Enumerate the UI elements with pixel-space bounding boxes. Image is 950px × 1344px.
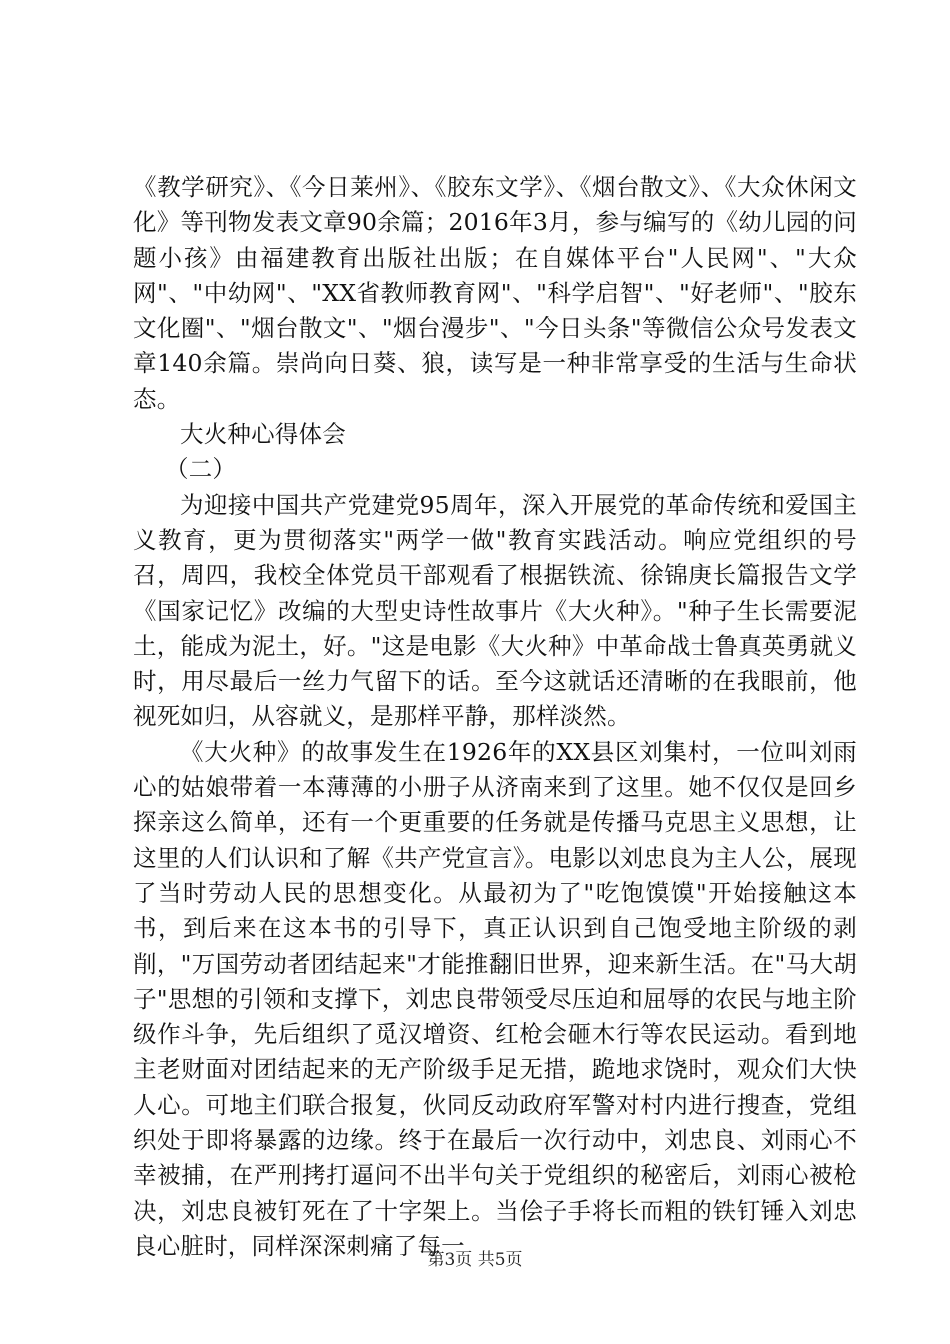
- section-number: （二）: [165, 455, 237, 484]
- body-paragraph-2: 《大火种》的故事发生在1926年的XX县区刘集村，一位叫刘雨心的姑娘带着一本薄薄的小册子从济南来到了这里。她不仅仅是回乡探亲这么简单，还有一个更重要的任务就是传播马克思主义思想，让这里的人们认识和了解《共产党宣言》。电影以刘忠良为主人公，展现了当时劳动人民的思想变化。从最初为了"吃饱馍馍"开始接触这本书，到后来在这本书的引导下，真正认识到自己饱受地主阶级的剥削，"万国劳动者团结起来"才能推翻旧世界，迎来新生活。在"马大胡子"思想的引领和支撑下，刘忠良带领受尽压迫和屈辱的农民与地主阶级作斗争，先后组织了觅汉增资、红枪会砸木行等农民运动。看到地主老财面对团结起来的无产阶级手足无措，跪地求饶时，观众们大快人心。可地主们联合报复，伙同反动政府军警对村内进行搜查，党组织处于即将暴露的边缘。终于在最后一次行动中，刘忠良、刘雨心不幸被捕，在严刑拷打逼问不出半句关于党组织的秘密后，刘雨心被枪决，刘忠良被钉死在了十字架上。当侩子手将长而粗的铁钉锤入刘忠良心脏时，同样深深刺痛了每一: [133, 737, 857, 1260]
- body-paragraph-1: 为迎接中国共产党建党95周年，深入开展党的革命传统和爱国主义教育，更为贯彻落实"两学一做"教育实践活动。响应党组织的号召，周四，我校全体党员干部观看了根据铁流、徐锦庚长篇报告文学《国家记忆》改编的大型史诗性故事片《大火种》。"种子生长需要泥土，能成为泥土，好。"这是电影《大火种》中革命战士鲁真英勇就义时，用尽最后一丝力气留下的话。至今这就话还清晰的在我眼前，他视死如归，从容就义，是那样平静，那样淡然。: [133, 490, 857, 731]
- section-title: 大火种心得体会: [180, 420, 346, 449]
- intro-continued-paragraph: 《教学研究》、《今日莱州》、《胶东文学》、《烟台散文》、《大众休闲文化》等刊物发表文章90余篇；2016年3月，参与编写的《幼儿园的问题小孩》由福建教育出版社出版；在自媒体平台"人民网"、"大众网"、"中幼网"、"XX省教师教育网"、"科学启智"、"好老师"、"胶东文化圈"、"烟台散文"、"烟台漫步"、"今日头条"等微信公众号发表文章140余篇。崇尚向日葵、狼，读写是一种非常享受的生活与生命状态。: [133, 173, 858, 413]
- page-number-footer: 第3页 共5页: [427, 1250, 523, 1270]
- document-body: [133, 170, 857, 1264]
